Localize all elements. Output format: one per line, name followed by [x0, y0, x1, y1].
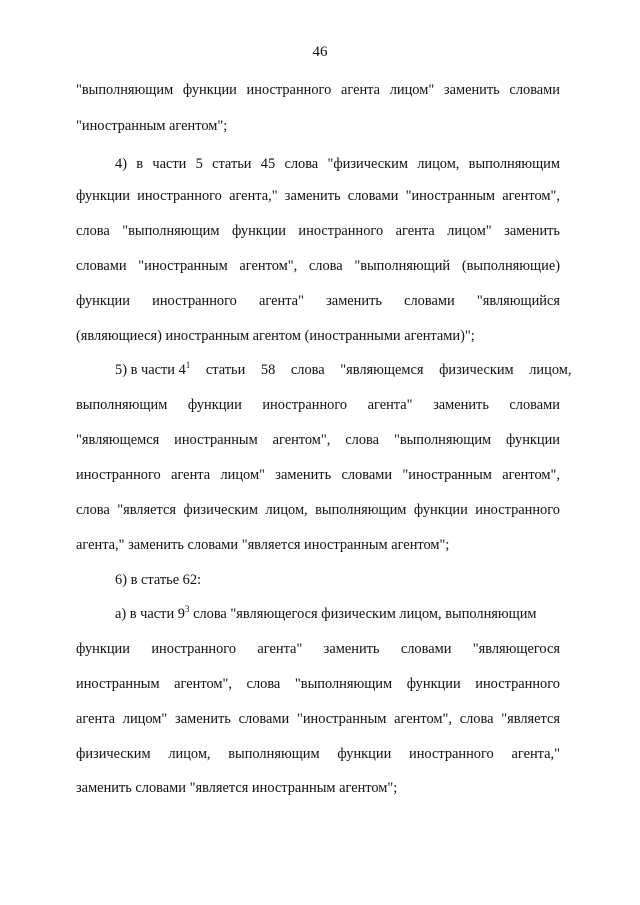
- text-line: "выполняющим функции иностранного агента лицом" заменить словами: [76, 82, 560, 98]
- text-line: функции иностранного агента" заменить словами "являющийся: [76, 293, 560, 309]
- superscript: 3: [184, 604, 190, 614]
- text-line: иностранного агента лицом" заменить словами "иностранным агентом",: [76, 467, 560, 483]
- text-line: словами "иностранным агентом", слова "выполняющий (выполняющие): [76, 258, 560, 274]
- text-line: 4) в части 5 статьи 45 слова "физическим лицом, выполняющим: [115, 156, 560, 172]
- text-line-with-superscript: [115, 360, 571, 380]
- text-line: иностранным агентом", слова "выполняющим функции иностранного: [76, 676, 560, 692]
- page-number: 46: [312, 44, 328, 60]
- text-fragment: статьи 58 слова "являющемся физическим лицом,: [190, 362, 572, 378]
- text-line: агента," заменить словами "является иностранным агентом";: [76, 537, 450, 553]
- text-line: функции иностранного агента," заменить словами "иностранным агентом",: [76, 188, 560, 204]
- text-line: слова "выполняющим функции иностранного агента лицом" заменить: [76, 223, 560, 239]
- superscript: 1: [185, 360, 191, 370]
- text-line: (являющиеся) иностранным агентом (иностранными агентами)";: [76, 328, 475, 344]
- text-line: "иностранным агентом";: [76, 118, 228, 134]
- text-line: агента лицом" заменить словами "иностранным агентом", слова "является: [76, 711, 560, 727]
- text-line: слова "является физическим лицом, выполняющим функции иностранного: [76, 502, 560, 518]
- text-line: функции иностранного агента" заменить словами "являющегося: [76, 641, 560, 657]
- text-fragment: слова "являющегося физическим лицом, выполняющим: [189, 606, 537, 622]
- text-line: 6) в статье 62:: [115, 572, 202, 588]
- text-fragment: а) в части 9: [115, 606, 185, 622]
- text-line: выполняющим функции иностранного агента" заменить словами: [76, 397, 560, 413]
- text-line: заменить словами "является иностранным агентом";: [76, 780, 398, 796]
- text-line: "являющемся иностранным агентом", слова "выполняющим функции: [76, 432, 560, 448]
- text-line-with-superscript: [115, 604, 537, 624]
- text-line: физическим лицом, выполняющим функции иностранного агента,": [76, 746, 560, 762]
- text-fragment: 5) в части 4: [115, 362, 186, 378]
